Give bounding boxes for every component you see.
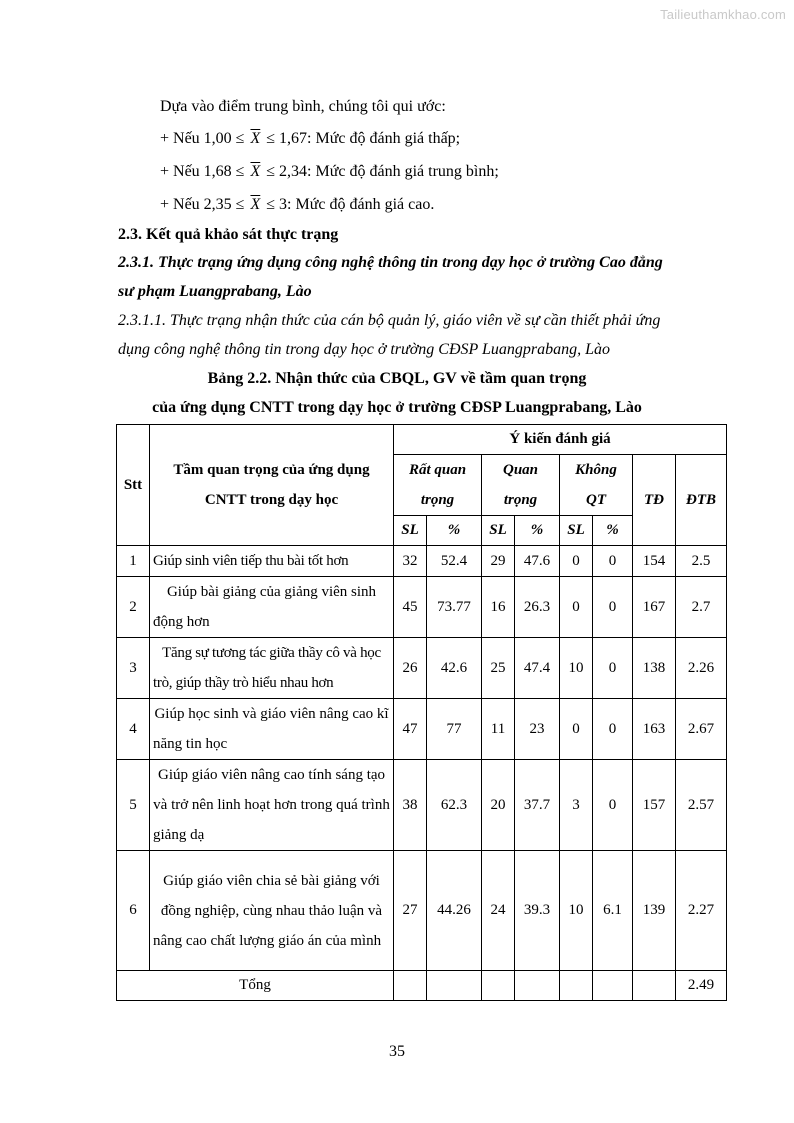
xbar-symbol: $\overline{X}$ [250,130,261,147]
table-row [117,851,727,971]
total-empty-cell [633,971,676,1001]
table-row [117,577,727,638]
header-pct: % [593,516,633,546]
cell-stt: 1 [117,546,150,577]
header-sl: SL [482,516,515,546]
cell-pct-imp: 23 [515,699,560,760]
total-empty-cell [394,971,427,1001]
cell-content: Giúp bài giảng của giảng viên sinh động hơn [150,577,394,638]
cell-dtb: 2.27 [676,851,727,971]
cell-td: 154 [633,546,676,577]
total-empty-cell [593,971,633,1001]
cell-content: Giúp giáo viên chia sẻ bài giảng với đồng nghiệp, cùng nhau thảo luận và nâng cao chất lượng giáo án của mình [150,851,394,971]
intro-paragraph: Dựa vào điểm trung bình, chúng tôi qui ước: [160,98,446,115]
cell-td: 167 [633,577,676,638]
total-empty-cell [515,971,560,1001]
header-very-important-line2: trọng [420,492,455,508]
cell-pct-not: 0 [593,760,633,851]
table-caption-line2: của ứng dụng CNTT trong dạy học ở trường CĐSP Luangprabang, Lào [152,399,642,416]
header-pct: % [427,516,482,546]
cell-pct-very: 77 [427,699,482,760]
header-very-important-line1: Rất quan [408,462,467,478]
cell-sl-imp: 29 [482,546,515,577]
rule-high [160,195,434,215]
xbar-symbol: $\overline{X}$ [250,196,261,213]
cell-pct-imp: 47.4 [515,638,560,699]
header-not-important-line2: QT [586,492,606,508]
cell-pct-not: 6.1 [593,851,633,971]
cell-sl-very: 45 [394,577,427,638]
cell-sl-not: 10 [560,851,593,971]
header-sl: SL [394,516,427,546]
header-opinion: Ý kiến đánh giá [394,425,727,455]
cell-sl-very: 32 [394,546,427,577]
total-empty-cell [560,971,593,1001]
cell-content: Giúp sinh viên tiếp thu bài tốt hơn [150,546,394,577]
cell-sl-imp: 16 [482,577,515,638]
header-stt: Stt [117,425,150,546]
rule-medium-prefix: + Nếu 1,68 ≤ [160,163,245,180]
cell-pct-imp: 39.3 [515,851,560,971]
watermark-text: Tailieuthamkhao.com [660,7,786,22]
cell-sl-not: 10 [560,638,593,699]
cell-td: 138 [633,638,676,699]
cell-content: Tăng sự tương tác giữa thầy cô và học trò, giúp thầy trò hiểu nhau hơn [150,638,394,699]
cell-pct-imp: 26.3 [515,577,560,638]
xbar-symbol: $\overline{X}$ [250,163,261,180]
cell-td: 157 [633,760,676,851]
header-td: TĐ [633,455,676,546]
rule-high-suffix: ≤ 3: Mức độ đánh giá cao. [266,196,435,213]
cell-stt: 6 [117,851,150,971]
cell-pct-very: 44.26 [427,851,482,971]
cell-pct-not: 0 [593,638,633,699]
header-not-important [560,455,633,516]
rule-low-prefix: + Nếu 1,00 ≤ [160,130,245,147]
subsubsection-heading-line1: 2.3.1.1. Thực trạng nhận thức của cán bộ quản lý, giáo viên về sự cần thiết phải ứng [118,312,661,329]
cell-content: Giúp học sinh và giáo viên nâng cao kĩ năng tin học [150,699,394,760]
header-sl: SL [560,516,593,546]
table-row [117,546,727,577]
cell-pct-not: 0 [593,699,633,760]
rule-high-prefix: + Nếu 2,35 ≤ [160,196,245,213]
cell-sl-very: 26 [394,638,427,699]
header-pct: % [515,516,560,546]
cell-stt: 3 [117,638,150,699]
table-total-row [117,971,727,1001]
subsection-heading-line2: sư phạm Luangprabang, Lào [118,283,312,300]
cell-pct-very: 52.4 [427,546,482,577]
data-table [116,424,727,1001]
cell-pct-imp: 37.7 [515,760,560,851]
header-important [482,455,560,516]
cell-content: Giúp giáo viên nâng cao tính sáng tạo và trở nên linh hoạt hơn trong quá trình giảng dạ [150,760,394,851]
total-label: Tổng [117,971,394,1001]
cell-pct-very: 42.6 [427,638,482,699]
table-row [117,638,727,699]
rule-low-suffix: ≤ 1,67: Mức độ đánh giá thấp; [266,130,461,147]
cell-dtb: 2.67 [676,699,727,760]
header-content-line2: CNTT trong dạy học [204,492,339,508]
rule-medium-suffix: ≤ 2,34: Mức độ đánh giá trung bình; [266,163,499,180]
table-row [117,699,727,760]
cell-sl-imp: 24 [482,851,515,971]
cell-sl-imp: 11 [482,699,515,760]
header-not-important-line1: Không [575,462,617,478]
section-heading: 2.3. Kết quả khảo sát thực trạng [118,226,339,243]
cell-dtb: 2.57 [676,760,727,851]
total-empty-cell [427,971,482,1001]
cell-sl-imp: 25 [482,638,515,699]
cell-pct-very: 62.3 [427,760,482,851]
cell-sl-imp: 20 [482,760,515,851]
header-content-line1: Tầm quan trọng của ứng dụng [173,462,370,478]
cell-sl-not: 0 [560,577,593,638]
cell-pct-not: 0 [593,546,633,577]
cell-pct-imp: 47.6 [515,546,560,577]
page-number: 35 [389,1043,405,1060]
cell-sl-not: 3 [560,760,593,851]
header-important-line2: trọng [503,492,538,508]
cell-td: 139 [633,851,676,971]
total-empty-cell [482,971,515,1001]
header-very-important [394,455,482,516]
subsection-heading-line1: 2.3.1. Thực trạng ứng dụng công nghệ thông tin trong dạy học ở trường Cao đẳng [118,254,663,271]
header-content [150,425,394,546]
total-dtb: 2.49 [676,971,727,1001]
cell-sl-not: 0 [560,699,593,760]
rule-low [160,129,460,149]
rule-medium [160,162,499,182]
header-important-line1: Quan [502,462,539,478]
cell-dtb: 2.26 [676,638,727,699]
table-caption-line1: Bảng 2.2. Nhận thức của CBQL, GV về tầm quan trọng [207,370,587,387]
cell-sl-not: 0 [560,546,593,577]
cell-td: 163 [633,699,676,760]
cell-dtb: 2.5 [676,546,727,577]
cell-sl-very: 47 [394,699,427,760]
subsubsection-heading-line2: dụng công nghệ thông tin trong dạy học ở trường CĐSP Luangprabang, Lào [118,341,611,358]
table-row [117,760,727,851]
cell-sl-very: 38 [394,760,427,851]
cell-stt: 4 [117,699,150,760]
cell-pct-not: 0 [593,577,633,638]
cell-dtb: 2.7 [676,577,727,638]
cell-pct-very: 73.77 [427,577,482,638]
header-dtb: ĐTB [676,455,727,546]
cell-stt: 2 [117,577,150,638]
cell-stt: 5 [117,760,150,851]
cell-sl-very: 27 [394,851,427,971]
